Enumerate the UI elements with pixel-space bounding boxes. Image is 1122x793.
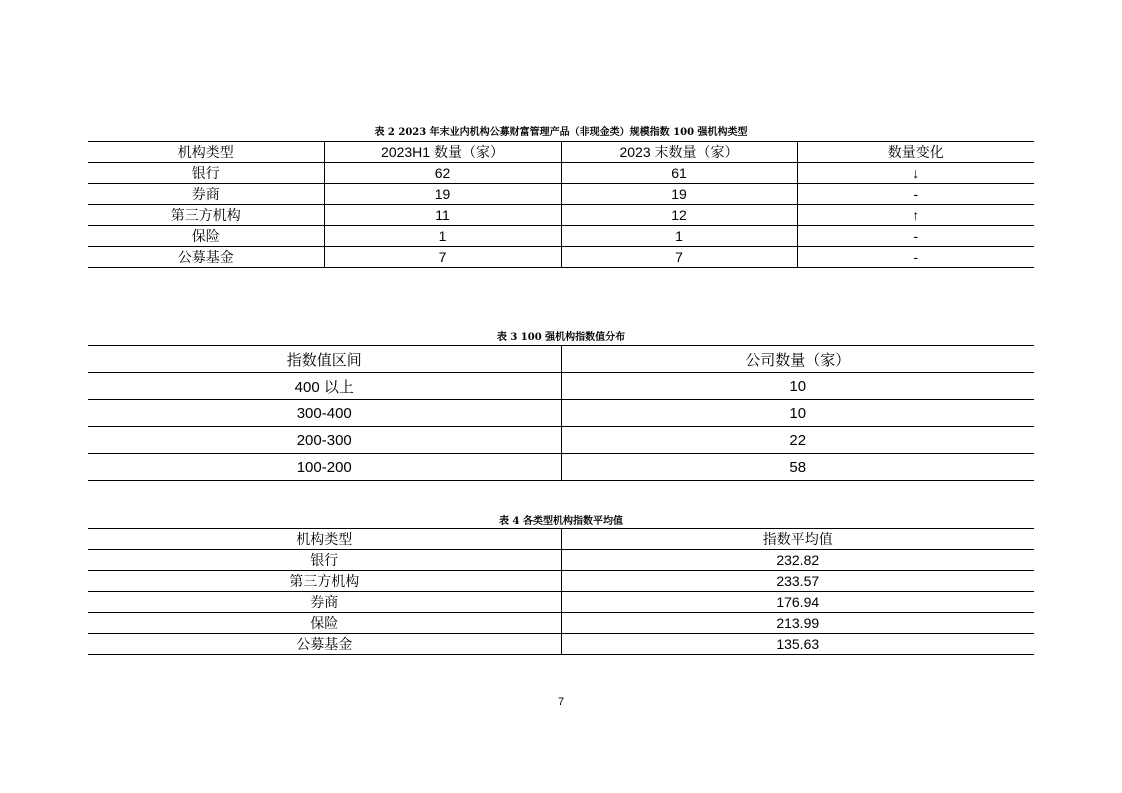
column-header: 指数值区间 <box>88 346 561 373</box>
table-row <box>88 247 1034 268</box>
average-index-table <box>88 528 1034 655</box>
table-cell: 10 <box>561 400 1034 427</box>
column-header: 指数平均值 <box>561 529 1034 550</box>
column-header: 2023 末数量（家） <box>561 142 797 163</box>
change-arrow: - <box>797 184 1034 205</box>
table-cell: 62 <box>324 163 561 184</box>
table-cell: 176.94 <box>561 592 1034 613</box>
table-cell: 第三方机构 <box>88 205 324 226</box>
table-row <box>88 454 1034 481</box>
table-row <box>88 373 1034 400</box>
table-cell: 11 <box>324 205 561 226</box>
page-number: 7 <box>557 696 565 708</box>
table-cell: 7 <box>324 247 561 268</box>
table2-caption: 表 2 2023 年末业内机构公募财富管理产品（非现金类）规模指数 100 强机构类型 <box>374 127 748 138</box>
table-cell: 10 <box>561 373 1034 400</box>
table-row <box>88 163 1034 184</box>
column-header: 数量变化 <box>797 142 1034 163</box>
table-row <box>88 550 1034 571</box>
table-cell: 19 <box>561 184 797 205</box>
table-row <box>88 427 1034 454</box>
table-cell: 保险 <box>88 613 561 634</box>
table-cell: 券商 <box>88 592 561 613</box>
table4-caption: 表 4 各类型机构指数平均值 <box>499 516 623 527</box>
table-cell: 232.82 <box>561 550 1034 571</box>
table-cell: 200-300 <box>88 427 561 454</box>
table-cell: 19 <box>324 184 561 205</box>
change-arrow: ↓ <box>797 163 1034 184</box>
table-cell: 公募基金 <box>88 247 324 268</box>
table-cell: 233.57 <box>561 571 1034 592</box>
table-cell: 58 <box>561 454 1034 481</box>
table-header-row <box>88 529 1034 550</box>
institution-type-table <box>88 141 1034 268</box>
table-row <box>88 592 1034 613</box>
table-cell: 7 <box>561 247 797 268</box>
change-arrow: ↑ <box>797 205 1034 226</box>
table-cell: 券商 <box>88 184 324 205</box>
table-cell: 135.63 <box>561 634 1034 655</box>
table-cell: 1 <box>324 226 561 247</box>
change-arrow: - <box>797 247 1034 268</box>
table-cell: 12 <box>561 205 797 226</box>
table-header-row <box>88 346 1034 373</box>
table-row <box>88 571 1034 592</box>
change-arrow: - <box>797 226 1034 247</box>
table3-caption: 表 3 100 强机构指数值分布 <box>496 332 626 343</box>
table-row <box>88 205 1034 226</box>
table-cell: 100-200 <box>88 454 561 481</box>
table-row <box>88 184 1034 205</box>
table-row <box>88 226 1034 247</box>
table-row <box>88 400 1034 427</box>
table-row <box>88 613 1034 634</box>
table-cell: 公募基金 <box>88 634 561 655</box>
table-cell: 银行 <box>88 163 324 184</box>
table-cell: 银行 <box>88 550 561 571</box>
table-row <box>88 634 1034 655</box>
table-cell: 300-400 <box>88 400 561 427</box>
table-cell: 保险 <box>88 226 324 247</box>
table-cell: 22 <box>561 427 1034 454</box>
table-cell: 213.99 <box>561 613 1034 634</box>
index-distribution-table <box>88 345 1034 481</box>
column-header: 公司数量（家） <box>561 346 1034 373</box>
column-header: 机构类型 <box>88 142 324 163</box>
column-header: 2023H1 数量（家） <box>324 142 561 163</box>
table-cell: 400 以上 <box>88 373 561 400</box>
table-cell: 1 <box>561 226 797 247</box>
table-header-row <box>88 142 1034 163</box>
table-cell: 61 <box>561 163 797 184</box>
table-cell: 第三方机构 <box>88 571 561 592</box>
column-header: 机构类型 <box>88 529 561 550</box>
